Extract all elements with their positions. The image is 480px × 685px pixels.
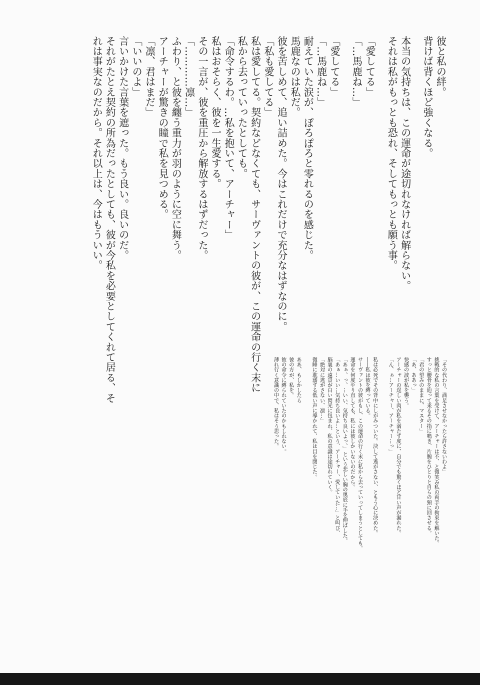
lower-block-column: 快感の波が私を襲う。 [403,357,409,408]
lower-block-column: 薄れ行く意識の中で、私はそう思った。 [273,357,279,449]
upper-block-column: 耐えていた涙が、ぽろぽろと零れるのを感じた。 [301,36,313,261]
upper-block-column: れは事実なのだから。それ以上は、今はもういい。 [90,36,102,271]
page-bottom-edge [0,673,480,685]
upper-block-column: 「命令するわ。…私を抱いて、アーチャー」 [222,36,234,240]
lower-block-column: 「君の望みのままに、マスター」 [418,357,425,434]
lower-block-column: すっと腰骨を辿って来るその指に鳴き、片腕をひとりと自らの頸に回させる。 [425,357,432,536]
upper-block-column: 私はおそらく、彼を一生愛する。 [209,36,220,189]
lower-block-column: 私は必死でその背中にしがみついた。決して逃がさない、ともう心に決めた。 [372,357,379,536]
upper-block-column: 「私も愛してる」 [261,36,273,118]
upper-block-column: それがたとえ契約の所為だったとしても、彼が今私を必要としてくれて居る、そ [103,36,115,404]
upper-block-column: 「…………凛…」 [182,36,194,118]
lower-block-column: 「絶対に逃がさない、凛…」 [319,357,325,424]
upper-block-column: 私から去っていったとしても。 [235,36,247,179]
upper-block-column: その一言が、彼を重圧から解放するはずだった。 [195,36,207,261]
lower-block-column: アーチャーの逞しい肉が私を満たす度に、自分でも驚くほど甘い声が漏れた。 [395,357,402,536]
lower-block-column: 挑戦的な私の言葉を受けて、アーチャーは不、と微笑み私の両手の拘束を解いた。 [433,357,440,546]
lower-block-column: 微睡に耽溺する低い声に導かれて、私は目を閉じた。 [311,357,318,480]
lower-block-column: 彼の方が、私を。 [288,357,295,398]
upper-block-column: 本当の気持ちは、この運命が途切れなければ解らない。 [398,36,410,291]
upper-block-column: それは私がもっとも恐れ、そしてもっとも願う事。 [385,36,397,271]
upper-block-column: 私は愛してる。契約などなくても、サーヴァントの彼が、この運命の行く末に [248,36,260,393]
lower-block-column: 「あぁ…いい…気持ち良いよ…という、アーチャー、愛していた…」と叫び、 [334,357,341,536]
upper-block-column: 「いいのよ」 [129,36,141,98]
lower-block-column: サーヴァントの彼がもし、この運命の行く末に私から去っていってしまうとしても。 [357,357,363,551]
upper-block-column: 「愛してる」 [327,36,339,98]
lower-block-column: 「あぁ、っ、…いい、気持ち良いよっ、」という悲しい胸の奥底に手を伸ばした。 [341,357,348,544]
upper-block-column: ふわり、と彼を纏う重力が羽のように空に舞う。 [169,36,181,261]
lower-block-column: ああ、もしかしたら [295,357,302,403]
upper-block-column: 彼を苦しめて、追い詰めた。今はこれだけで充分なはずなのに。 [275,36,286,332]
lower-block-column: 「ん、ぁ…アーチャー、アーチャー…っ」 [387,357,394,454]
lower-block-column: 「その代わり、満足させなかったら許さないわよ」 [441,357,447,475]
lower-block-column: ――私は彼を縛っている。 [364,357,371,419]
upper-block-column: 「愛してる」 [363,36,375,98]
upper-block-column: 「凛、君はまだ」 [143,36,154,118]
lower-block-column: 彼の命令に縛られていたのかもしれない。 [280,357,287,454]
upper-block-column: 「…馬鹿ね…」 [314,36,326,108]
upper-block-column: アーチャーが驚きの瞳で私を見つめる。 [156,36,168,220]
upper-block-column: 「…馬鹿ね…」 [350,36,361,108]
lower-block-column: 「あ、ああっ」 [410,357,417,393]
lower-block-column: 運命を何度やり直しても、私には彼しかいないのだから。 [349,357,356,490]
upper-block-column: 言いかけた言葉を遮った。もう良い。良いのだ。 [116,36,128,261]
lower-block-column: 脳裏の遠景が白い閃光に包まれ、私の意識は途切れていく。 [326,357,333,495]
upper-block-column: 馬鹿なのは私だ。 [288,36,300,118]
upper-block-column: 彼と私の絆。 [434,36,445,98]
upper-block-column: 背けば背くほど強くなる。 [420,36,432,159]
